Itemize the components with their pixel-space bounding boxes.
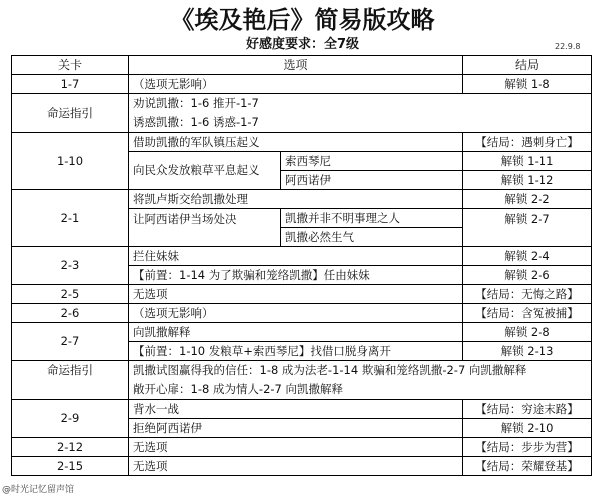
result-cell: 【结局：穷途末路】 [463, 400, 592, 419]
watermark: @时光记忆留声馆 [2, 485, 75, 495]
option-cell: 无选项 [129, 457, 463, 476]
option-cell: 向凯撒解释 [129, 323, 463, 342]
fate-guide-cell [129, 361, 592, 400]
table-header-row [12, 56, 592, 75]
page-title: 《埃及艳后》简易版攻略 [170, 6, 435, 34]
level-cell: 2-15 [12, 457, 129, 476]
table-row [12, 400, 592, 419]
sub-option-cell: 阿西诺伊 [281, 171, 463, 190]
level-cell: 2-3 [12, 247, 129, 285]
result-cell: 解锁 2-7 [463, 209, 592, 247]
result-cell: 【结局：荣耀登基】 [463, 457, 592, 476]
result-cell: 解锁 2-6 [463, 266, 592, 285]
option-cell: 向民众发放粮草平息起义 [129, 152, 281, 190]
result-cell: 解锁 2-10 [463, 419, 592, 438]
result-cell: 【结局：遇刺身亡】 [463, 133, 592, 152]
fate-guide-cell [129, 94, 592, 133]
table-row [12, 304, 592, 323]
fate-guide-line: 敞开心扉：1-8 成为情人-2-7 向凯撒解释 [133, 382, 344, 396]
result-cell: 解锁 2-13 [463, 342, 592, 361]
result-cell: 解锁 2-2 [463, 190, 592, 209]
result-cell: 解锁 1-12 [463, 171, 592, 190]
table-row [12, 323, 592, 342]
option-cell: 背水一战 [129, 400, 463, 419]
result-cell: 解锁 1-8 [463, 75, 592, 94]
option-cell: （选项无影响） [129, 304, 463, 323]
sub-option-cell: 索西琴尼 [281, 152, 463, 171]
option-cell: 将凯卢斯交给凯撒处理 [129, 190, 463, 209]
level-cell: 2-1 [12, 190, 129, 247]
fate-guide-line: 劝说凯撒：1-6 推开-1-7 [133, 96, 259, 110]
header-option: 选项 [129, 56, 463, 75]
option-cell: 无选项 [129, 438, 463, 457]
table-row [12, 285, 592, 304]
date-label: 22.9.8 [555, 42, 581, 51]
level-cell: 命运指引 [12, 361, 129, 400]
table-row [12, 75, 592, 94]
result-cell: 解锁 2-4 [463, 247, 592, 266]
level-cell: 命运指引 [12, 94, 129, 133]
option-cell: （选项无影响） [129, 75, 463, 94]
level-cell: 2-5 [12, 285, 129, 304]
header-result: 结局 [463, 56, 592, 75]
level-cell: 2-12 [12, 438, 129, 457]
level-cell: 1-7 [12, 75, 129, 94]
fate-guide-line: 诱惑凯撒：1-6 诱惑-1-7 [133, 115, 259, 129]
affinity-requirement: 好感度要求：全7级 [245, 37, 360, 52]
result-cell: 【结局：含冤被捕】 [463, 304, 592, 323]
option-cell: 无选项 [129, 285, 463, 304]
option-cell: 【前置：1-10 发粮草+索西琴尼】找借口脱身离开 [129, 342, 463, 361]
result-cell: 解锁 1-11 [463, 152, 592, 171]
table-row [12, 94, 592, 133]
table-row [12, 438, 592, 457]
table-row [12, 190, 592, 209]
table-row [12, 133, 592, 152]
option-cell: 让阿西诺伊当场处决 [129, 209, 281, 247]
guide-table [11, 55, 592, 476]
option-cell: 拦住妹妹 [129, 247, 463, 266]
option-cell: 借助凯撒的军队镇压起义 [129, 133, 463, 152]
level-cell: 2-9 [12, 400, 129, 438]
table-row [12, 247, 592, 266]
option-cell: 拒绝阿西诺伊 [129, 419, 463, 438]
sub-option-cell: 凯撒必然生气 [281, 228, 463, 247]
fate-guide-line: 凯撒试图赢得我的信任：1-8 成为法老-1-14 欺骗和笼络凯撒-2-7 向凯撒解释 [133, 363, 527, 377]
result-cell: 【结局：无悔之路】 [463, 285, 592, 304]
table-row [12, 457, 592, 476]
result-cell: 【结局：步步为营】 [463, 438, 592, 457]
sub-option-cell: 凯撒并非不明事理之人 [281, 209, 463, 228]
level-cell: 2-6 [12, 304, 129, 323]
option-cell: 【前置：1-14 为了欺骗和笼络凯撒】任由妹妹 [129, 266, 463, 285]
level-cell: 2-7 [12, 323, 129, 361]
result-cell: 解锁 2-8 [463, 323, 592, 342]
level-cell: 1-10 [12, 133, 129, 190]
table-row [12, 361, 592, 400]
header-level: 关卡 [12, 56, 129, 75]
